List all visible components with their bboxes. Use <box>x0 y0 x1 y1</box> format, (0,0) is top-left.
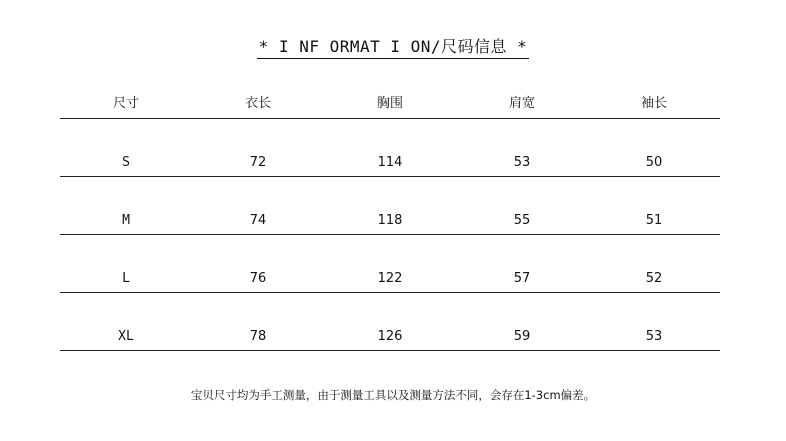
size-cell: S <box>122 155 130 170</box>
shoulder-cell: 53 <box>513 155 531 170</box>
sleeve-cell: 50 <box>645 155 663 170</box>
row-divider <box>60 176 720 177</box>
header-length: 衣长 <box>244 96 271 111</box>
size-cell: M <box>122 213 130 228</box>
row-divider <box>60 350 720 351</box>
sleeve-cell: 53 <box>645 329 663 344</box>
shoulder-cell: 55 <box>513 213 531 228</box>
sleeve-cell: 51 <box>645 213 663 228</box>
header-shoulder: 肩宽 <box>508 96 535 111</box>
length-cell: 76 <box>249 271 267 286</box>
header-chest: 胸围 <box>376 96 403 111</box>
measurement-note: 宝贝尺寸均为手工测量，由于测量工具以及测量方法不同，会存在1-3cm偏差。 <box>190 388 596 402</box>
length-cell: 78 <box>249 329 267 344</box>
header-size: 尺寸 <box>112 96 139 111</box>
table-row <box>60 270 720 288</box>
table-header-row <box>60 95 720 113</box>
length-cell: 72 <box>249 155 267 170</box>
size-cell: L <box>122 271 130 286</box>
chest-cell: 118 <box>377 213 403 228</box>
length-cell: 74 <box>249 213 267 228</box>
row-divider <box>60 292 720 293</box>
header-sleeve: 袖长 <box>640 96 667 111</box>
table-row <box>60 212 720 230</box>
title-text: * I NF ORMAT I ON/尺码信息 * <box>257 36 530 59</box>
shoulder-cell: 59 <box>513 329 531 344</box>
size-cell: XL <box>118 329 134 344</box>
page-title <box>0 36 786 59</box>
sleeve-cell: 52 <box>645 271 663 286</box>
chest-cell: 126 <box>377 329 403 344</box>
table-row <box>60 154 720 172</box>
chest-cell: 114 <box>377 155 403 170</box>
row-divider <box>60 234 720 235</box>
chest-cell: 122 <box>377 271 403 286</box>
shoulder-cell: 57 <box>513 271 531 286</box>
header-divider <box>60 118 720 119</box>
table-row <box>60 328 720 346</box>
